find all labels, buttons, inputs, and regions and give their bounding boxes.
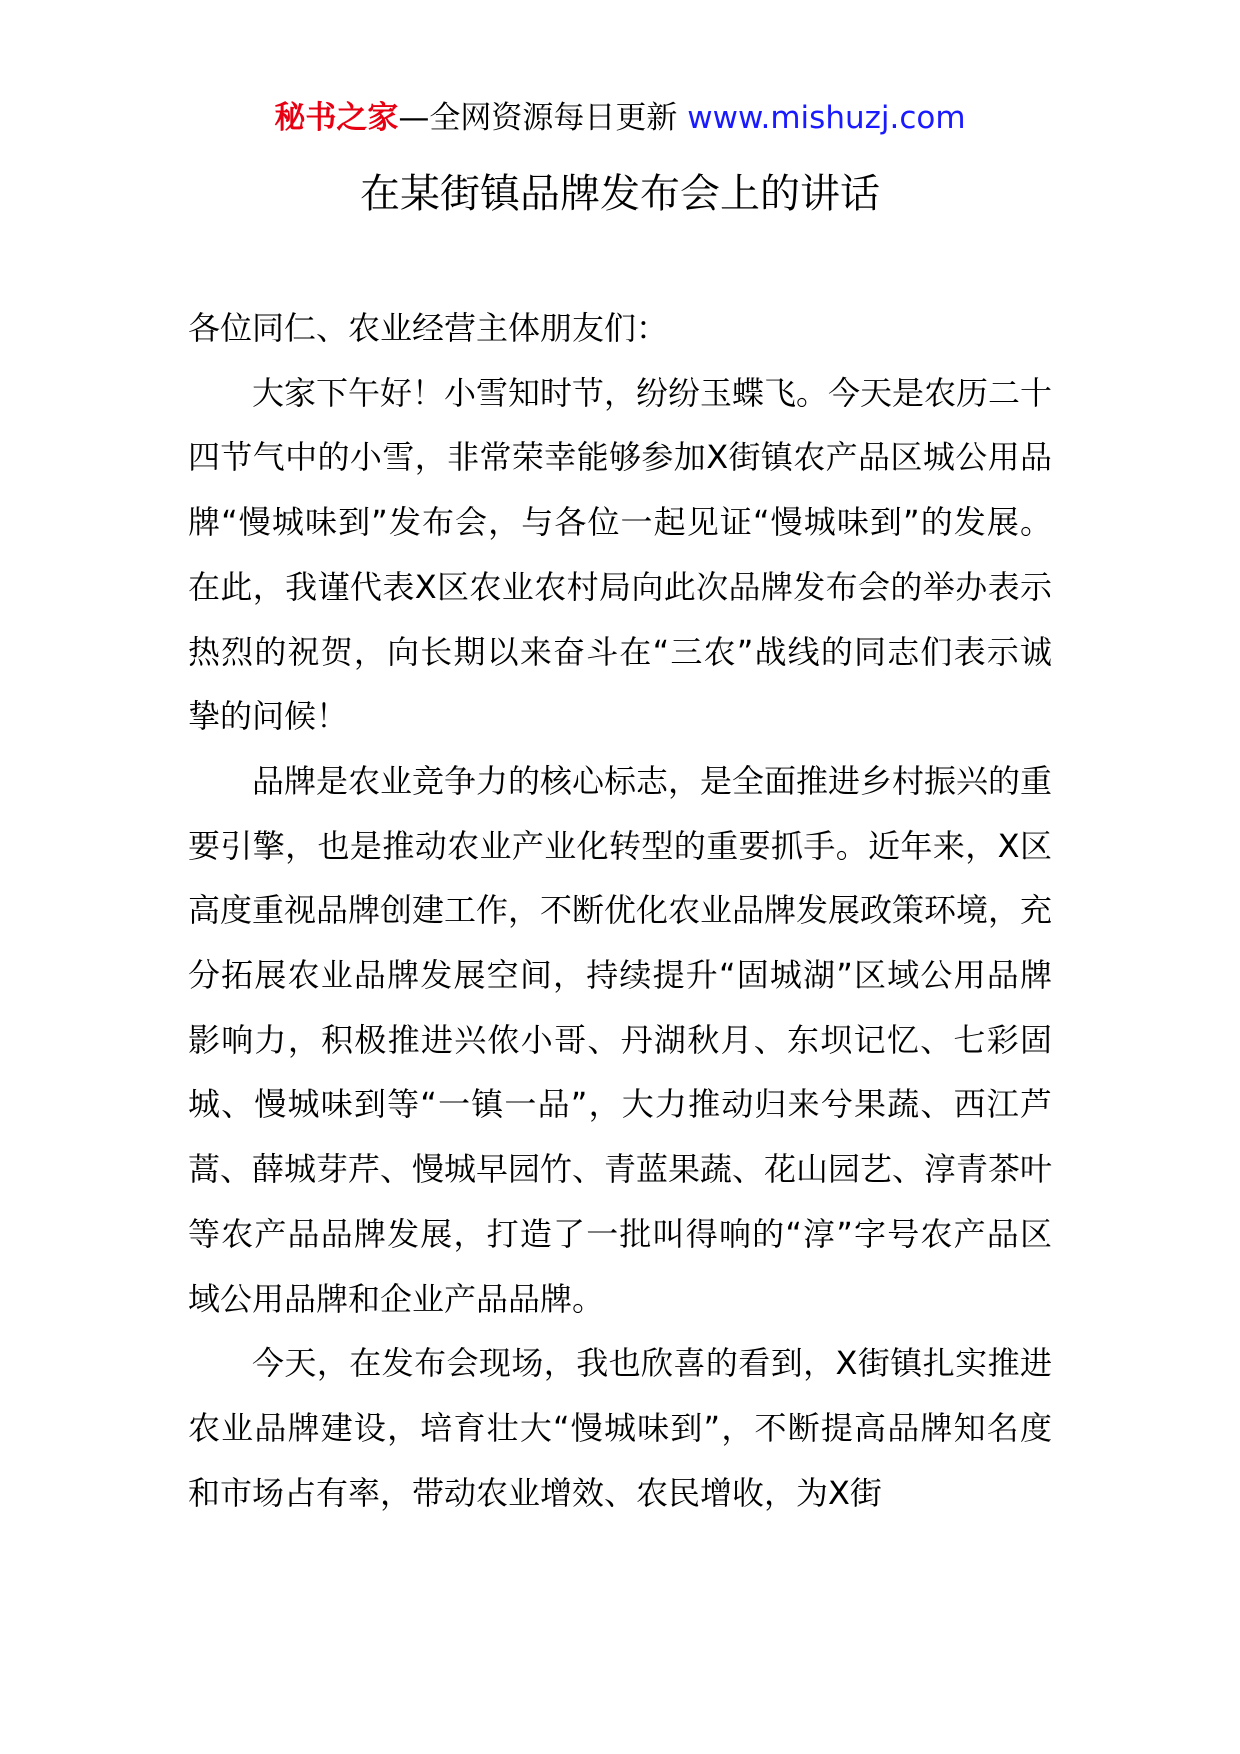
paragraph: 品牌是农业竞争力的核心标志，是全面推进乡村振兴的重要引擎，也是推动农业产业化转型的重要抓手。近年来，X区高度重视品牌创建工作，不断优化农业品牌发展政策环境，充分拓展农业品牌发展空间，持续提升“固城湖”区域公用品牌影响力，积极推进兴侬小哥、丹湖秋月、东坝记忆、七彩固城、慢城味到等“一镇一品”，大力推动归来兮果蔬、西江芦蒿、薛城芽芹、慢城早园竹、青蓝果蔬、花山园艺、淳青茶叶等农产品品牌发展，打造了一批叫得响的“淳”字号农产品区域公用品牌和企业产品品牌。 bbox=[188, 761, 1053, 1318]
salutation: 各位同仁、农业经营主体朋友们： bbox=[188, 309, 669, 347]
document-title: 在某街镇品牌发布会上的讲话 bbox=[360, 171, 880, 217]
document-body bbox=[188, 296, 1052, 1525]
site-url-link[interactable]: www.mishuzj.com bbox=[687, 100, 966, 136]
site-header bbox=[0, 98, 1240, 138]
site-name: 秘书之家 bbox=[274, 100, 399, 136]
paragraph: 今天，在发布会现场，我也欣喜的看到，X街镇扎实推进农业品牌建设，培育壮大“慢城味到”，不断提高品牌知名度和市场占有率，带动农业增效、农民增收，为X街 bbox=[188, 1344, 1052, 1512]
site-tagline: —全网资源每日更新 bbox=[398, 100, 688, 136]
paragraph: 大家下午好！小雪知时节，纷纷玉蝶飞。今天是农历二十四节气中的小雪，非常荣幸能够参加X街镇农产品区城公用品牌“慢城味到”发布会，与各位一起见证“慢城味到”的发展。在此，我谨代表X区农业农村局向此次品牌发布会的举办表示热烈的祝贺，向长期以来奋斗在“三农”战线的同志们表示诚挚的问候！ bbox=[188, 373, 1053, 736]
